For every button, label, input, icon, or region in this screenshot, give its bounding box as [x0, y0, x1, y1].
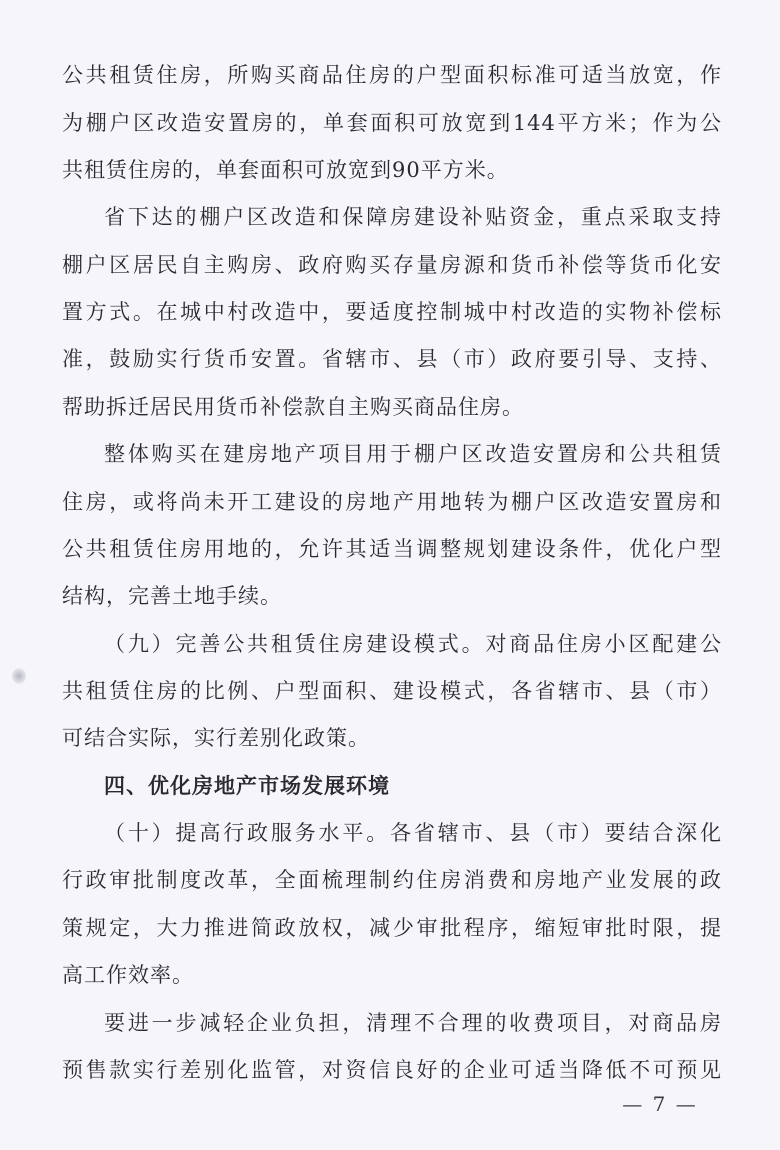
section-heading: 四、优化房地产市场发展环境: [104, 774, 390, 798]
text-line: 省下达的棚户区改造和保障房建设补贴资金，重点采取支持: [104, 205, 722, 229]
text-line: （十）提高行政服务水平。各省辖市、县（市）要结合深化: [104, 821, 722, 845]
text-line: 整体购买在建房地产项目用于棚户区改造安置房和公共租赁: [104, 442, 722, 466]
text-line: 准，鼓励实行货币安置。省辖市、县（市）政府要引导、支持、: [62, 347, 722, 371]
page-number: — 7 —: [622, 1092, 698, 1116]
text-line: 为棚户区改造安置房的，单套面积可放宽到144平方米；作为公: [62, 111, 722, 135]
text-line: 可结合实际，实行差别化政策。: [62, 726, 370, 750]
text-line: 预售款实行差别化监管，对资信良好的企业可适当降低不可预见: [62, 1058, 722, 1082]
text-line: 结构，完善土地手续。: [62, 584, 282, 608]
text-line: 住房，或将尚未开工建设的房地产用地转为棚户区改造安置房和: [62, 490, 722, 514]
text-line: （九）完善公共租赁住房建设模式。对商品住房小区配建公: [104, 632, 722, 656]
text-line: 公共租赁住房，所购买商品住房的户型面积标准可适当放宽，作: [62, 63, 722, 87]
text-line: 公共租赁住房用地的，允许其适当调整规划建设条件，优化户型: [62, 537, 722, 561]
text-line: 置方式。在城中村改造中，要适度控制城中村改造的实物补偿标: [62, 300, 722, 324]
paper-stain: [12, 668, 26, 684]
text-line: 共租赁住房的，单套面积可放宽到90平方米。: [62, 158, 509, 182]
text-line: 高工作效率。: [62, 963, 194, 987]
text-line: 共租赁住房的比例、户型面积、建设模式，各省辖市、县（市）: [62, 679, 722, 703]
text-line: 要进一步减轻企业负担，清理不合理的收费项目，对商品房: [104, 1011, 722, 1035]
text-line: 行政审批制度改革，全面梳理制约住房消费和房地产业发展的政: [62, 868, 722, 892]
text-line: 策规定，大力推进简政放权，减少审批程序，缩短审批时限，提: [62, 916, 722, 940]
text-line: 棚户区居民自主购房、政府购买存量房源和货币补偿等货币化安: [62, 253, 722, 277]
text-line: 帮助拆迁居民用货币补偿款自主购买商品住房。: [62, 395, 524, 419]
